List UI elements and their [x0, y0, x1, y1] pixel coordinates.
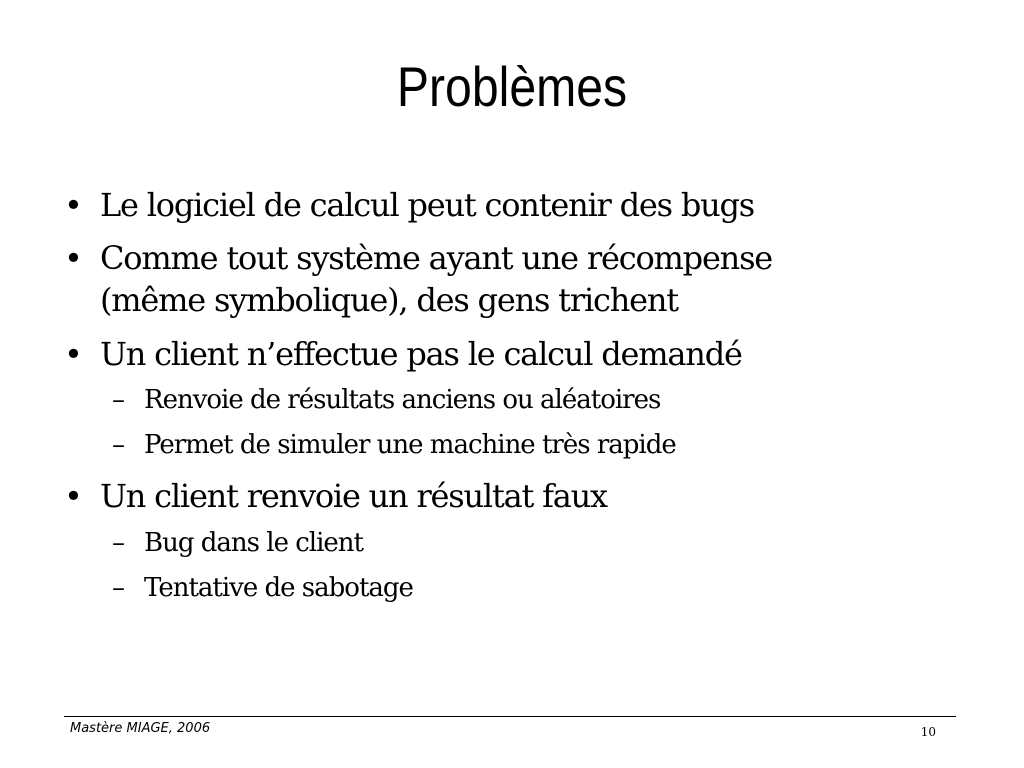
bullet-marker: •: [64, 186, 83, 224]
slide-title: Problèmes: [396, 55, 628, 118]
bullet-text: Le logiciel de calcul peut contenir des bugs: [100, 186, 755, 224]
sub-bullet-item: [112, 570, 962, 606]
bullet-item: [64, 333, 964, 375]
footer-divider: [64, 716, 956, 717]
sub-bullet-text: Bug dans le client: [144, 528, 363, 558]
sub-bullet-text: Renvoie de résultats anciens ou aléatoires: [144, 385, 661, 415]
bullet-marker: •: [64, 239, 83, 277]
bullet-text-line-2: (même symbolique), des gens trichent: [100, 281, 678, 319]
sub-bullet-marker: –: [112, 430, 125, 460]
bullet-text: Un client n’effectue pas le calcul demandé: [100, 335, 742, 373]
bullet-item: [64, 237, 964, 321]
footer-course-label: Mastère MIAGE, 2006: [70, 721, 211, 736]
sub-bullet-marker: –: [112, 573, 125, 603]
bullet-text: Un client renvoie un résultat faux: [100, 477, 607, 515]
page-number: 10: [920, 725, 936, 739]
sub-bullet-marker: –: [112, 528, 125, 558]
sub-bullet-marker: –: [112, 385, 125, 415]
bullet-marker: •: [64, 477, 83, 515]
sub-bullet-item: [112, 525, 962, 561]
sub-bullet-item: [112, 382, 962, 418]
bullet-item: [64, 184, 964, 226]
sub-bullet-text: Tentative de sabotage: [144, 573, 413, 603]
bullet-item: [64, 475, 964, 517]
bullet-marker: •: [64, 335, 83, 373]
bullet-text-line-1: Comme tout système ayant une récompense: [100, 239, 773, 277]
sub-bullet-item: [112, 427, 962, 463]
sub-bullet-text: Permet de simuler une machine très rapide: [144, 430, 676, 460]
